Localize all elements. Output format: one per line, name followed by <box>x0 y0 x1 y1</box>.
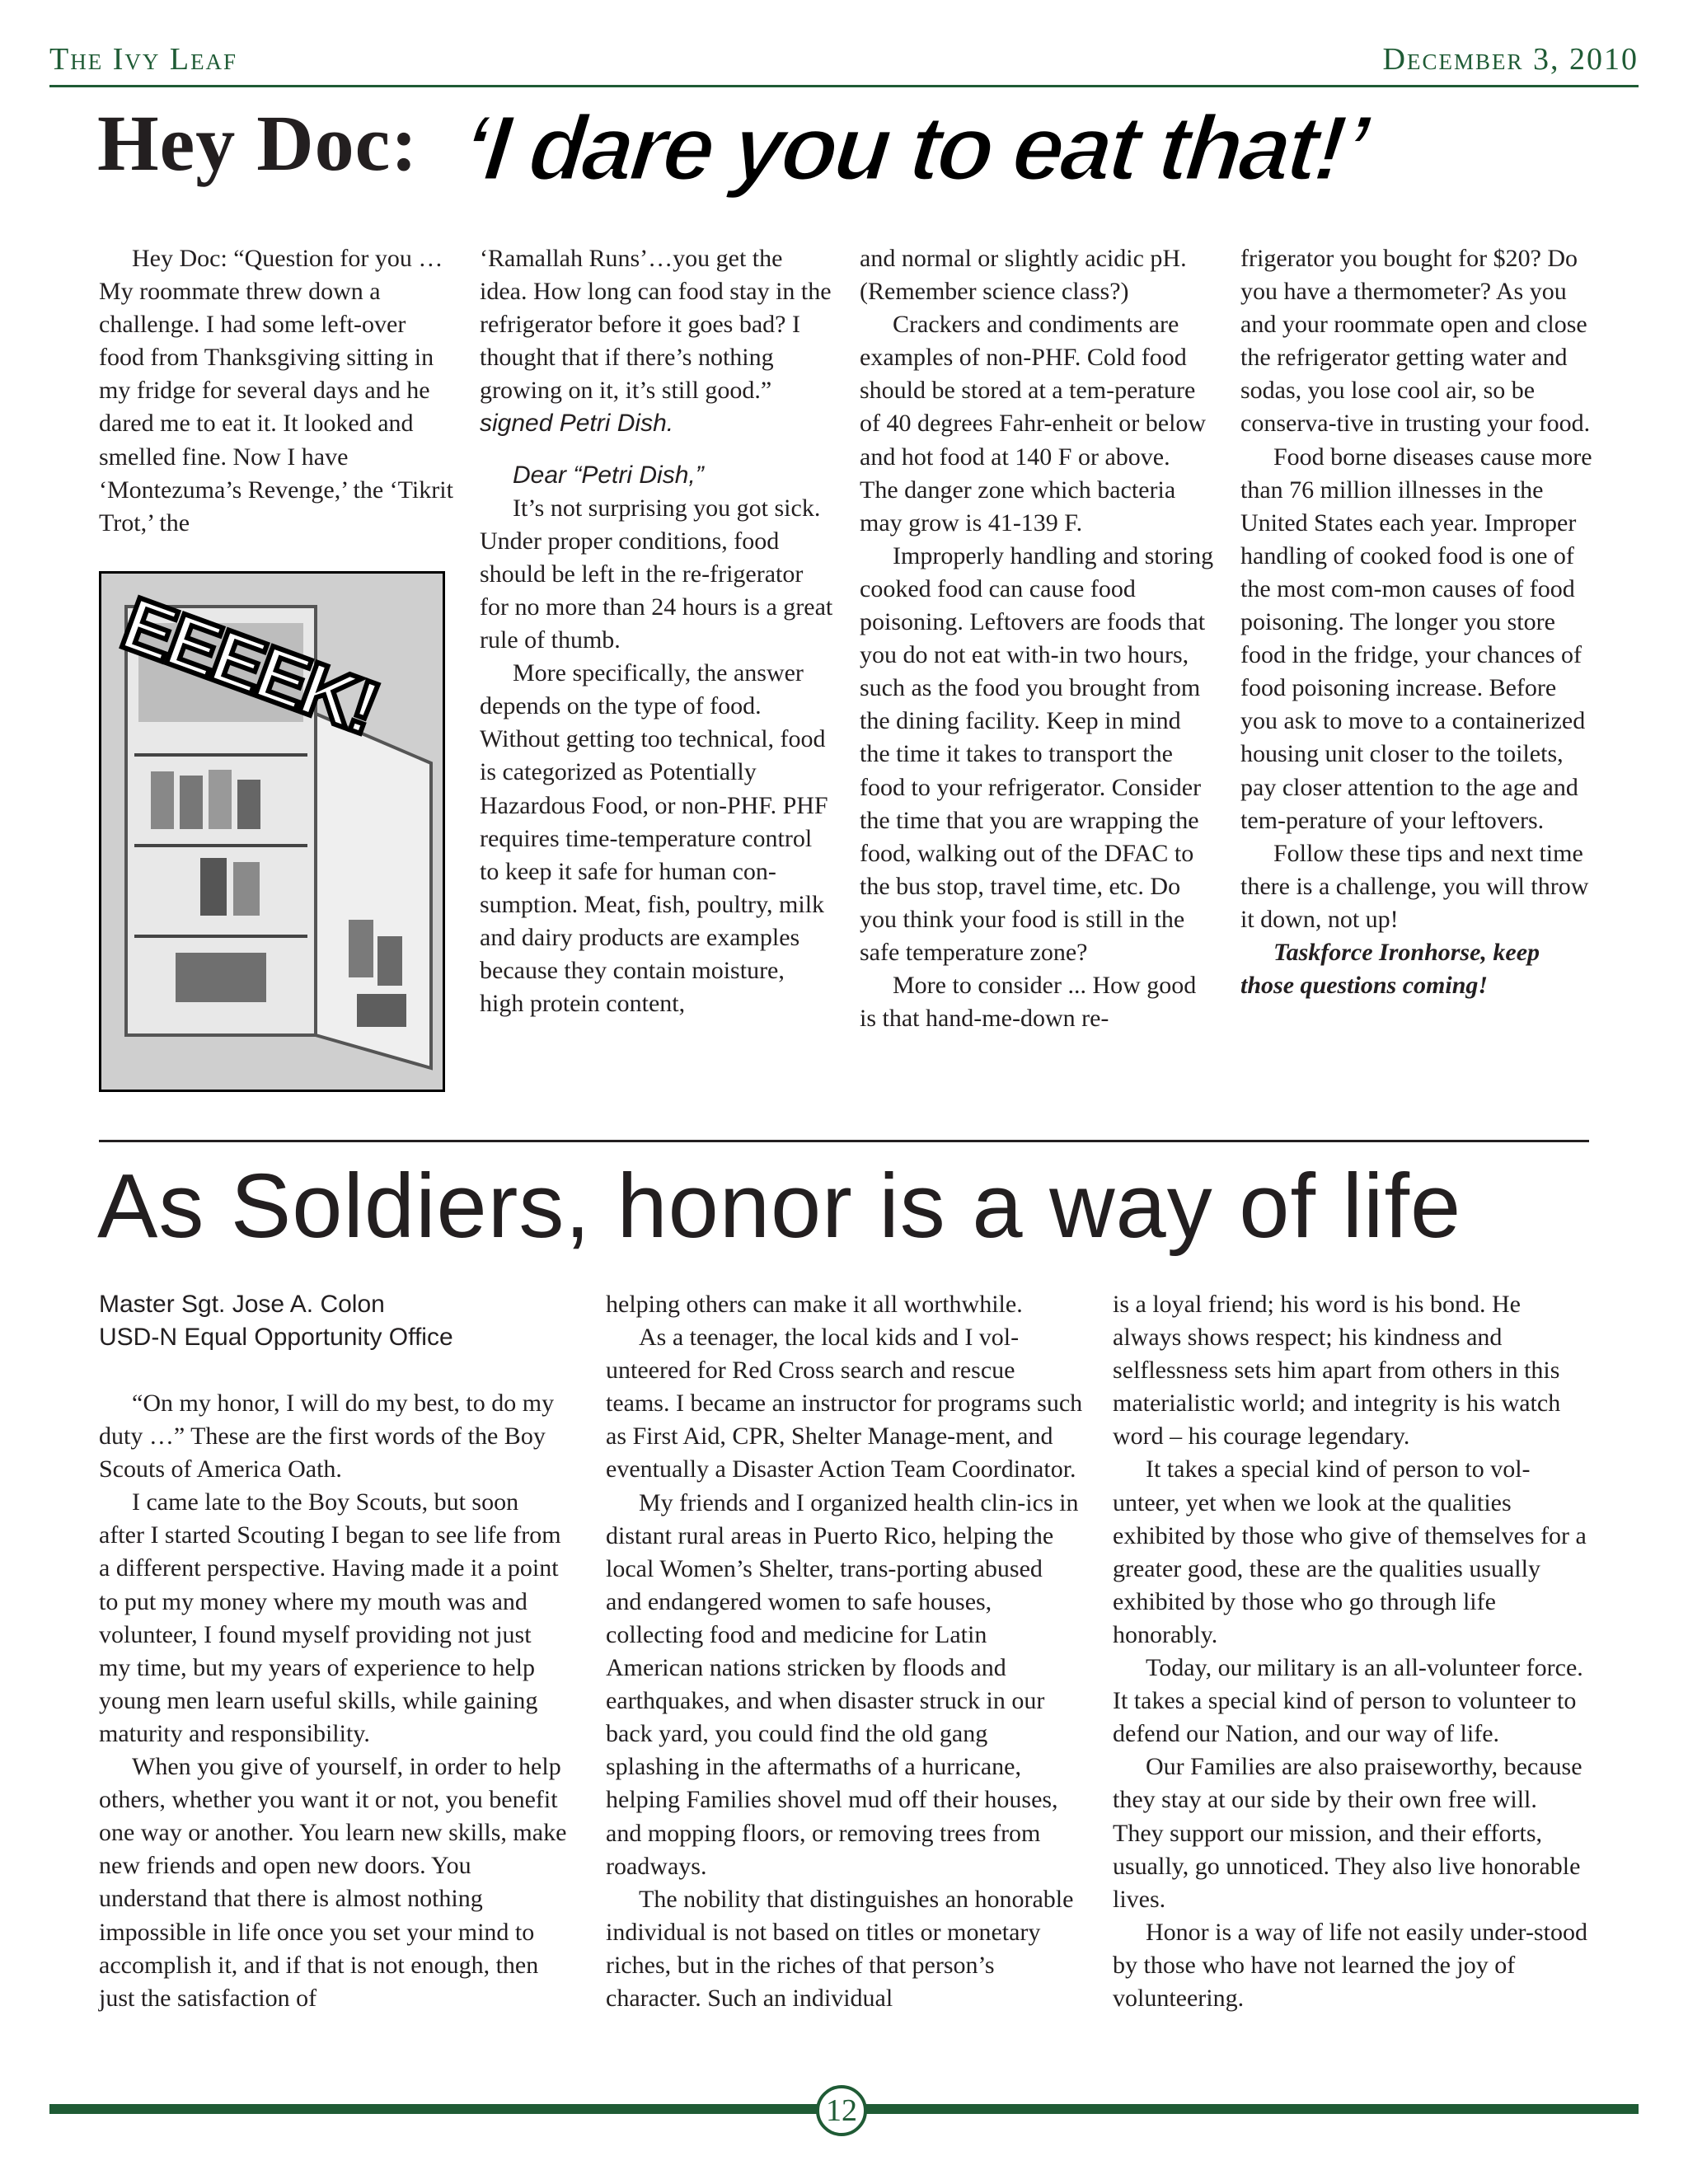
paragraph: More specifically, the answer depends on the type of food. Without getting too technical, food is categorized as Potentially Hazardous Food, or non-PHF. PHF requires time-temperature control to keep it safe for human con-sumption. Meat, fish, poultry, milk and dairy products are examples because they contain moisture, high protein content, <box>480 659 828 1018</box>
paragraph: helping others can make it all worthwhile. <box>606 1291 1023 1318</box>
byline <box>99 1288 569 1354</box>
paragraph: “On my honor, I will do my best, to do my duty …” These are the first words of the Boy Scouts of America Oath. <box>99 1390 555 1483</box>
article2-column-1 <box>99 1288 569 2015</box>
letter-signature: signed Petri Dish. <box>480 410 674 438</box>
paragraph: More to consider ... How good is that hand-me-down re- <box>860 972 1197 1033</box>
salutation-text: Dear “Petri Dish,” <box>513 461 704 489</box>
paragraph: I came late to the Boy Scouts, but soon after I started Scouting I began to see life from a different perspective. Having made it a point to put my money where my mouth was and volunteer, I found myself providing not just my time, but my years of experience to help young men learn useful skills, while gaining maturity and responsibility. <box>99 1488 561 1747</box>
issue-date: December 3, 2010 <box>1382 42 1639 77</box>
article1-column-4 <box>1240 242 1595 1002</box>
paragraph: and normal or slightly acidic pH. (Remember science class?) <box>860 245 1187 306</box>
paragraph: Hey Doc: “Question for you … My roommate threw down a challenge. I had some left-over food from Thanksgiving sitting in my fridge for several days and he dared me to eat it. It looked and smelled fine. Now I have ‘Montezuma’s Revenge,’ the ‘Tikrit Trot,’ the <box>99 245 453 537</box>
article1-column-1 <box>99 242 453 540</box>
paragraph: Crackers and condiments are examples of non-PHF. Cold food should be stored at a tem-perature of 40 degrees Fahr-enheit or below and hot food at 140 F or above. The danger zone which bacteria may grow is 41-139 F. <box>860 311 1207 537</box>
article-headline: As Soldiers, honor is a way of life <box>97 1155 1462 1257</box>
article-divider <box>99 1140 1589 1142</box>
paragraph: As a teenager, the local kids and I vol-unteered for Red Cross search and rescue teams. I became an instructor for programs such as First Aid, CPR, Shelter Manage-ment, and eventually a Disaster Action Team Coordinator. <box>606 1324 1083 1483</box>
header-divider <box>49 85 1639 87</box>
refrigerator-photo <box>99 571 445 1092</box>
paragraph: Today, our military is an all-volunteer force. It takes a special kind of person to volunteer to defend our Nation, and our way of life. <box>1113 1654 1583 1748</box>
salutation <box>480 459 834 492</box>
paragraph: is a loyal friend; his word is his bond. He always shows respect; his kindness and selflessness sets him apart from others in this materialistic world; and integrity is his watch word – his courage legendary. <box>1113 1291 1561 1451</box>
article1-column-2 <box>480 242 834 1020</box>
paragraph: My friends and I organized health clin-ics in distant rural areas in Puerto Rico, helping the local Women’s Shelter, trans-porting abused and endangered women to safe houses, collecting food and medicine for Latin American nations stricken by floods and earthquakes, and when disaster struck in our back yard, you could find the old gang splashing in the aftermaths of a hurricane, helping Families shovel mud off their houses, and mopping floors, or removing trees from roadways. <box>606 1488 1079 1880</box>
headline-text: ‘I dare you to eat that!’ <box>457 99 1371 198</box>
page-number: 12 <box>816 2085 867 2136</box>
paragraph: Honor is a way of life not easily under-stood by those who have not learned the joy of volunteering. <box>1113 1918 1587 2012</box>
paragraph: It’s not surprising you got sick. Under proper conditions, food should be left in the re-frigerator for no more than 24 hours is a great rule of thumb. <box>480 494 833 654</box>
eeeek-graphic: EEEEK! <box>111 581 387 751</box>
column-kicker: Hey Doc: <box>97 99 419 187</box>
publication-name: The Ivy Leaf <box>49 42 238 77</box>
headline-graphic <box>457 99 1606 198</box>
byline-office: USD-N Equal Opportunity Office <box>99 1324 453 1351</box>
sign-off: Taskforce Ironhorse, keep those questions coming! <box>1240 938 1540 1000</box>
paragraph: When you give of yourself, in order to help others, whether you want it or not, you benefit one way or another. You learn new skills, make new friends and open new doors. You understand that there is almost nothing impossible in life once you set your mind to accomplish it, and if that is not enough, then just the satisfaction of <box>99 1753 567 2012</box>
article1-column-3 <box>860 242 1214 1035</box>
paragraph: It takes a special kind of person to vol-unteer, yet when we look at the qualities exhibited by those who give of themselves for a greater good, these are the qualities usually exhibited by those who go through life honorably. <box>1113 1455 1587 1648</box>
paragraph: Food borne diseases cause more than 76 million illnesses in the United States each year. Improper handling of cooked food is one of the most com-mon causes of food poisoning. The longer you store food in the fridge, your chances of food poisoning increase. Before you ask to move to a containerized housing unit closer to the toilets, pay closer attention to the age and tem-perature of your leftovers. <box>1240 443 1592 834</box>
letter-text: ‘Ramallah Runs’…you get the idea. How long can food stay in the refrigerator before it goes bad? I thought that if there’s nothing growing on it, it’s still good.” <box>480 245 832 405</box>
paragraph: frigerator you bought for $20? Do you have a thermometer? As you and your roommate open and close the refrigerator getting water and sodas, you lose cool air, so be conserva-tive in trusting your food. <box>1240 245 1591 438</box>
paragraph: Improperly handling and storing cooked food can cause food poisoning. Leftovers are foods that you do not eat with-in two hours, such as the food you brought from the dining facility. Keep in mind the time it takes to transport the food to your refrigerator. Consider the time that you are wrapping the food, walking out of the DFAC to the bus stop, travel time, etc. Do you think your food is still in the safe temperature zone? <box>860 541 1214 966</box>
byline-name: Master Sgt. Jose A. Colon <box>99 1291 385 1318</box>
paragraph: The nobility that distinguishes an honorable individual is not based on titles or monetary riches, but in the riches of that person’s character. Such an individual <box>606 1885 1074 2012</box>
paragraph <box>480 242 834 441</box>
paragraph: Follow these tips and next time there is a challenge, you will throw it down, not up! <box>1240 839 1589 933</box>
paragraph: Our Families are also praiseworthy, because they stay at our side by their own free will. They support our mission, and their efforts, usually, go unnoticed. They also live honorable lives. <box>1113 1753 1582 1913</box>
article-headline <box>455 99 1605 219</box>
article2-column-3 <box>1113 1288 1591 2015</box>
article2-column-2 <box>606 1288 1084 2015</box>
